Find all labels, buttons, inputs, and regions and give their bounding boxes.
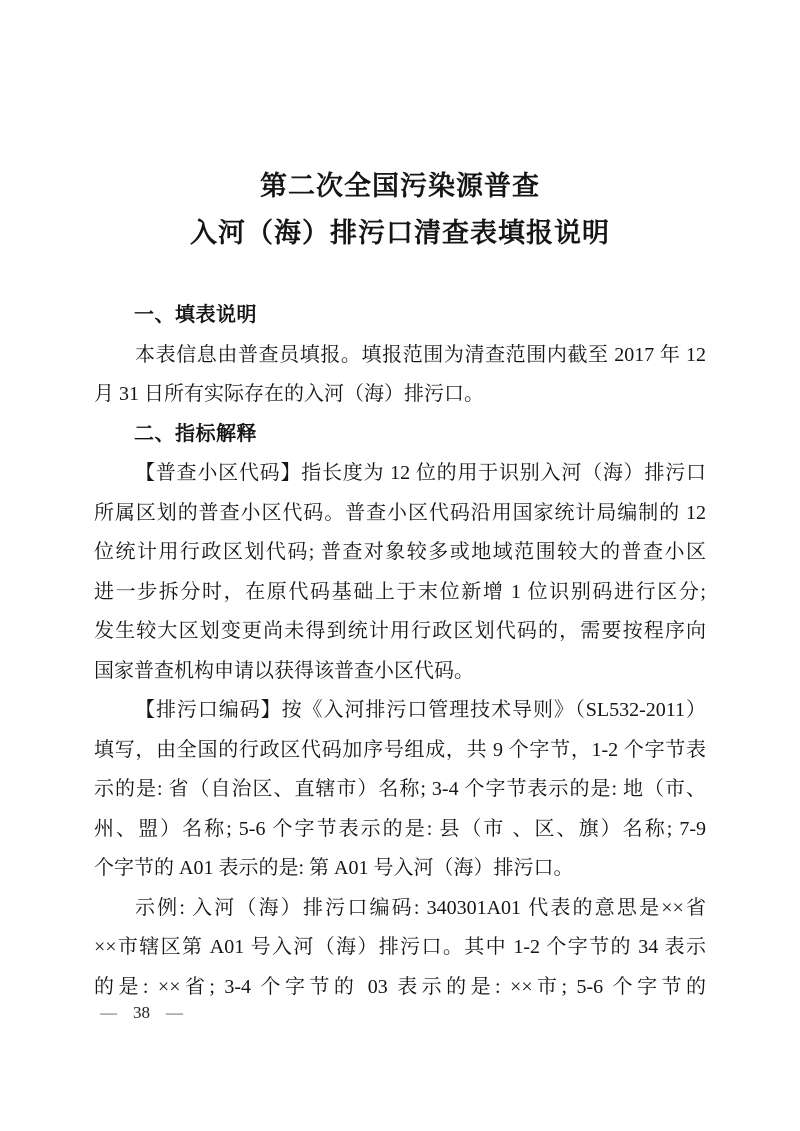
page-footer [100, 1000, 183, 1026]
paragraph-line: 【排污口编码】按《入河排污口管理技术导则》（SL532-2011） [135, 699, 706, 721]
paragraph-line: 本表信息由普查员填报。填报范围为清查范围内截至 2017 年 12 [135, 343, 706, 366]
document-body [94, 296, 706, 1007]
paragraph-line: 的是: ××省; 3-4 个字节的 03 表示的是: ××市; 5-6 个字节的 [94, 975, 706, 998]
paragraph-line: 位统计用行政区划代码; 普查对象较多或地域范围较大的普查小区 [94, 541, 706, 563]
paragraph-line: 【普查小区代码】指长度为 12 位的用于识别入河（海）排污口 [135, 462, 706, 484]
paragraph-line: 月 31 日所有实际存在的入河（海）排污口。 [94, 383, 484, 405]
document-title [94, 163, 706, 257]
paragraph-line: ××市辖区第 A01 号入河（海）排污口。其中 1-2 个字节的 34 表示 [94, 936, 706, 958]
paragraph-line: 示例: 入河（海）排污口编码: 340301A01 代表的意思是××省 [135, 896, 706, 919]
paragraph-line: 州、盟）名称; 5-6 个字节表示的是: 县（市 、区、旗）名称; 7-9 [94, 817, 706, 840]
paragraph-line: 进一步拆分时，在原代码基础上于末位新增 1 位识别码进行区分; [94, 580, 706, 603]
paragraph-line: 示的是: 省（自治区、直辖市）名称; 3-4 个字节表示的是: 地（市、 [94, 778, 706, 800]
paragraph-line: 发生较大区划变更尚未得到统计用行政区划代码的，需要按程序向 [94, 620, 706, 642]
document-title-line2: 入河（海）排污口清查表填报说明 [190, 218, 610, 248]
paragraph-line: 所属区划的普查小区代码。普查小区代码沿用国家统计局编制的 12 [94, 501, 706, 524]
page-number: 38 [133, 1003, 150, 1022]
section-heading-filling-instructions: 一、填表说明 [134, 304, 257, 326]
section-heading-indicator-explanations: 二、指标解释 [134, 422, 257, 445]
paragraph-line: 个字节的 A01 表示的是: 第 A01 号入河（海）排污口。 [94, 857, 574, 879]
paragraph-line: 填写，由全国的行政区代码加序号组成，共 9 个字节，1-2 个字节表 [94, 738, 706, 761]
footer-dash-right: — [166, 1003, 183, 1022]
footer-dash-left: — [100, 1003, 117, 1022]
paragraph-line: 国家普查机构申请以获得该普查小区代码。 [94, 659, 474, 682]
document-title-line1: 第二次全国污染源普查 [260, 171, 540, 201]
